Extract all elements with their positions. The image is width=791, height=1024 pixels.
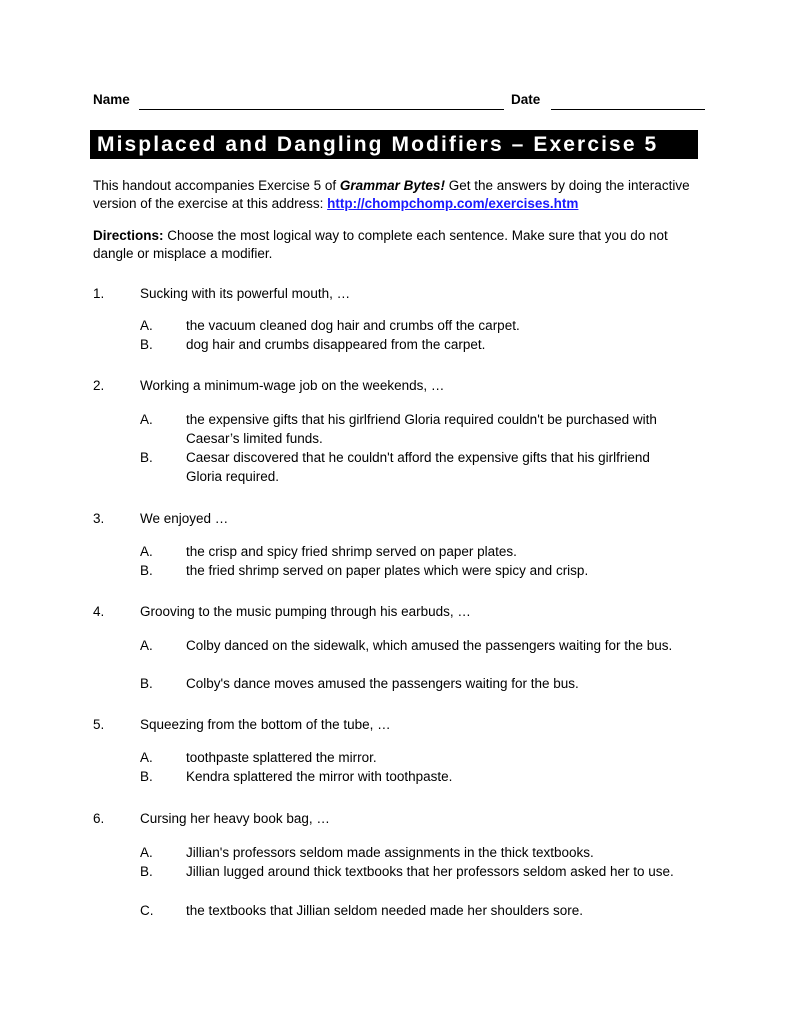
question-stem: Cursing her heavy book bag, …: [140, 811, 330, 826]
question-stem: Grooving to the music pumping through his earbuds, …: [140, 604, 471, 619]
option-letter: C.: [140, 903, 154, 918]
directions-label: Directions:: [93, 228, 164, 243]
name-label: Name: [93, 92, 130, 107]
option-text: the crisp and spicy fried shrimp served on paper plates.: [186, 544, 517, 559]
option-letter: B.: [140, 769, 153, 784]
page-title: Misplaced and Dangling Modifiers – Exercise 5: [90, 130, 698, 159]
option-text: Colby's dance moves amused the passengers waiting for the bus.: [186, 676, 579, 691]
intro-paragraph: [93, 177, 703, 213]
option-text: Jillian lugged around thick textbooks that her professors seldom asked her to use.: [186, 864, 674, 879]
option-letter: A.: [140, 318, 153, 333]
option-text: dog hair and crumbs disappeared from the carpet.: [186, 337, 486, 352]
option-text: the fried shrimp served on paper plates which were spicy and crisp.: [186, 563, 589, 578]
name-blank-line: [139, 109, 504, 110]
option-letter: A.: [140, 544, 153, 559]
option-letter: B.: [140, 676, 153, 691]
option-letter: B.: [140, 337, 153, 352]
question-stem: Squeezing from the bottom of the tube, …: [140, 717, 391, 732]
option-letter: A.: [140, 638, 153, 653]
question-number: 6.: [93, 811, 105, 826]
directions-paragraph: [93, 227, 703, 263]
option-text: toothpaste splattered the mirror.: [186, 750, 377, 765]
question-stem: We enjoyed …: [140, 511, 229, 526]
option-text: the expensive gifts that his girlfriend Gloria required couldn't be purchased with Caesar’s limited funds.: [186, 412, 657, 446]
date-label: Date: [511, 92, 541, 107]
date-blank-line: [551, 109, 705, 110]
option-text: Caesar discovered that he couldn't afford the expensive gifts that his girlfriend Gloria required.: [186, 450, 650, 484]
question-number: 4.: [93, 604, 105, 619]
option-text: the textbooks that Jillian seldom needed made her shoulders sore.: [186, 903, 583, 918]
question-stem: Working a minimum-wage job on the weekends, …: [140, 378, 445, 393]
book-title: Grammar Bytes!: [339, 178, 445, 193]
question-number: 5.: [93, 717, 105, 732]
option-letter: A.: [140, 845, 153, 860]
option-letter: B.: [140, 864, 153, 879]
option-text: the vacuum cleaned dog hair and crumbs off the carpet.: [186, 318, 520, 333]
option-text: Colby danced on the sidewalk, which amused the passengers waiting for the bus.: [186, 638, 673, 653]
name-date-row: [93, 92, 705, 112]
exercise-link[interactable]: http://chompchomp.com/exercises.htm: [327, 196, 579, 211]
question-stem: Sucking with its powerful mouth, …: [140, 286, 351, 301]
option-text: Kendra splattered the mirror with toothpaste.: [186, 769, 453, 784]
question-number: 1.: [93, 286, 105, 301]
intro-text-before: This handout accompanies Exercise 5 of: [93, 178, 340, 193]
question-number: 2.: [93, 378, 105, 393]
question-number: 3.: [93, 511, 105, 526]
option-letter: A.: [140, 412, 153, 427]
option-letter: A.: [140, 750, 153, 765]
directions-text: Choose the most logical way to complete each sentence. Make sure that you do not dangle or misplace a modifier.: [93, 228, 668, 261]
option-text: Jillian's professors seldom made assignments in the thick textbooks.: [186, 845, 594, 860]
intro-text-after: Get the answers by doing the interactive version of the exercise at this address:: [93, 178, 690, 211]
option-letter: B.: [140, 563, 153, 578]
option-letter: B.: [140, 450, 153, 465]
